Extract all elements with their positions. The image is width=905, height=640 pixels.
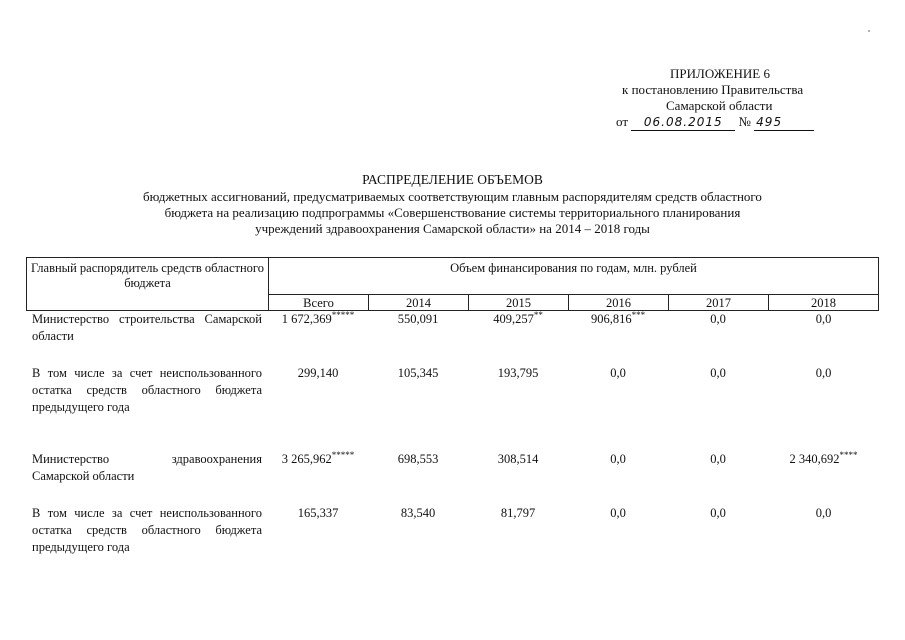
header-distributor-label: Главный распорядитель средств областного бюджета [31,261,264,290]
value-2016: 0,0 [610,366,626,380]
subtitle-line: бюджета на реализацию подпрограммы «Совершенствование системы территориального планирования [164,205,741,220]
value-2016: 906,816*** [590,310,646,326]
value-2014: 550,091 [397,312,439,326]
value-2014: 83,540 [400,506,436,520]
value-total: 1 672,369***** [281,310,355,326]
row-distributor-name: В том числе за счет неиспользованного остатка средств областного бюджета предыдущего года [32,366,262,414]
appendix-region: Самарской области [666,98,773,113]
appendix-date-line [600,114,900,131]
handwritten-date: 06.08.2015 [631,114,735,131]
number-label: № [738,114,751,129]
handwritten-number: 495 [754,114,814,131]
value-2016: 0,0 [610,506,626,520]
col-header-2018: 2018 [811,296,836,310]
value-2015: 308,514 [497,452,539,466]
value-2014: 698,553 [397,452,439,466]
table-header [26,257,879,311]
value-2018: 0,0 [815,366,832,380]
row-distributor-name: Министерство здравоохранения Самарской области [32,452,262,483]
document-subtitle [30,189,875,237]
col-header-2017: 2017 [669,295,769,311]
appendix-block [600,66,900,131]
row-distributor-name: Министерство строительства Самарской области [32,312,262,343]
col-header-2015: 2015 [469,295,569,311]
value-2018: 0,0 [815,312,832,326]
subtitle-line: бюджетных ассигнований, предусматриваемых соответствующим главным распорядителям средств областного [143,189,762,204]
col-header-2016: 2016 [569,295,669,311]
row-distributor-name: В том числе за счет неиспользованного остатка средств областного бюджета предыдущего года [32,506,262,554]
value-2015: 193,795 [497,366,539,380]
col-header-2014: 2014 [369,295,469,311]
col-header-total: Всего [269,295,369,311]
value-2017: 0,0 [710,506,726,520]
header-year-row [269,294,878,311]
header-funding-label: Объем финансирования по годам, млн. рублей [450,261,697,275]
value-2015: 409,257** [493,310,543,326]
value-2017: 0,0 [710,312,726,326]
value-total: 299,140 [297,366,339,380]
value-2014: 105,345 [397,366,439,380]
value-total: 165,337 [297,506,339,520]
appendix-resolution: к постановлению Правительства [622,82,804,97]
subtitle-line: учреждений здравоохранения Самарской области» на 2014 – 2018 годы [255,221,650,236]
document-title: РАСПРЕДЕЛЕНИЕ ОБЪЕМОВ [362,172,543,187]
value-2018: 2 340,692**** [789,450,858,466]
header-distributor-cell [27,258,269,310]
value-total: 3 265,962***** [281,450,355,466]
value-2015: 81,797 [500,506,536,520]
value-2017: 0,0 [710,366,726,380]
appendix-title: ПРИЛОЖЕНИЕ 6 [670,66,770,81]
scan-speck [868,30,870,32]
value-2018: 0,0 [815,506,832,520]
value-2016: 0,0 [610,452,626,466]
value-2017: 0,0 [710,452,726,466]
from-label: от [616,114,629,129]
